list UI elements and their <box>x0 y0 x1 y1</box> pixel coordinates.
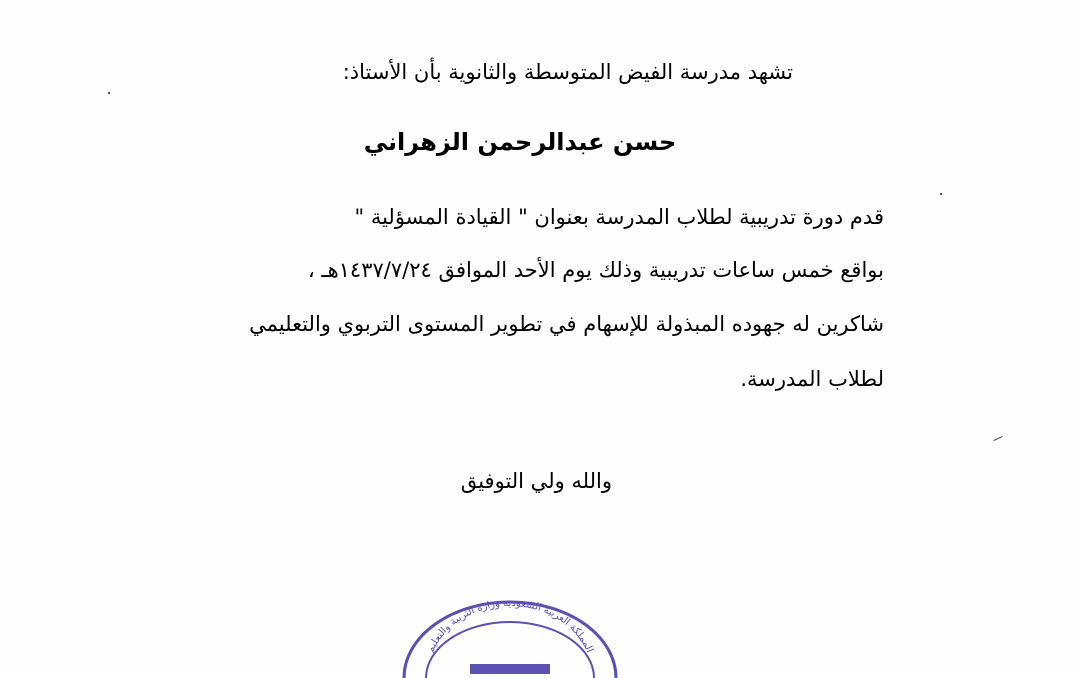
scan-speck <box>940 193 942 195</box>
body-line: بواقع خمس ساعات تدريبية وذلك يوم الأحد الموافق ١٤٣٧/٧/٢٤هـ ، <box>307 258 884 282</box>
body-line: شاكرين له جهوده المبذولة للإسهام في تطوير المستوى التربوي والتعليمي <box>249 312 884 336</box>
scan-speck <box>108 92 110 94</box>
stamp-arc-text: المملكة العربية السعودية وزارة التربية والتعليم <box>425 598 595 655</box>
body-line: قدم دورة تدريبية لطلاب المدرسة بعنوان " القيادة المسؤلية " <box>354 205 884 229</box>
recipient-name: حسن عبدالرحمن الزهراني <box>363 128 677 156</box>
official-stamp <box>400 598 620 678</box>
scan-speck <box>993 436 1002 441</box>
intro-text: تشهد مدرسة الفيض المتوسطة والثانوية بأن الأستاذ: <box>342 60 793 84</box>
body-line: لطلاب المدرسة. <box>740 367 884 391</box>
closing-text: والله ولي التوفيق <box>460 469 612 493</box>
